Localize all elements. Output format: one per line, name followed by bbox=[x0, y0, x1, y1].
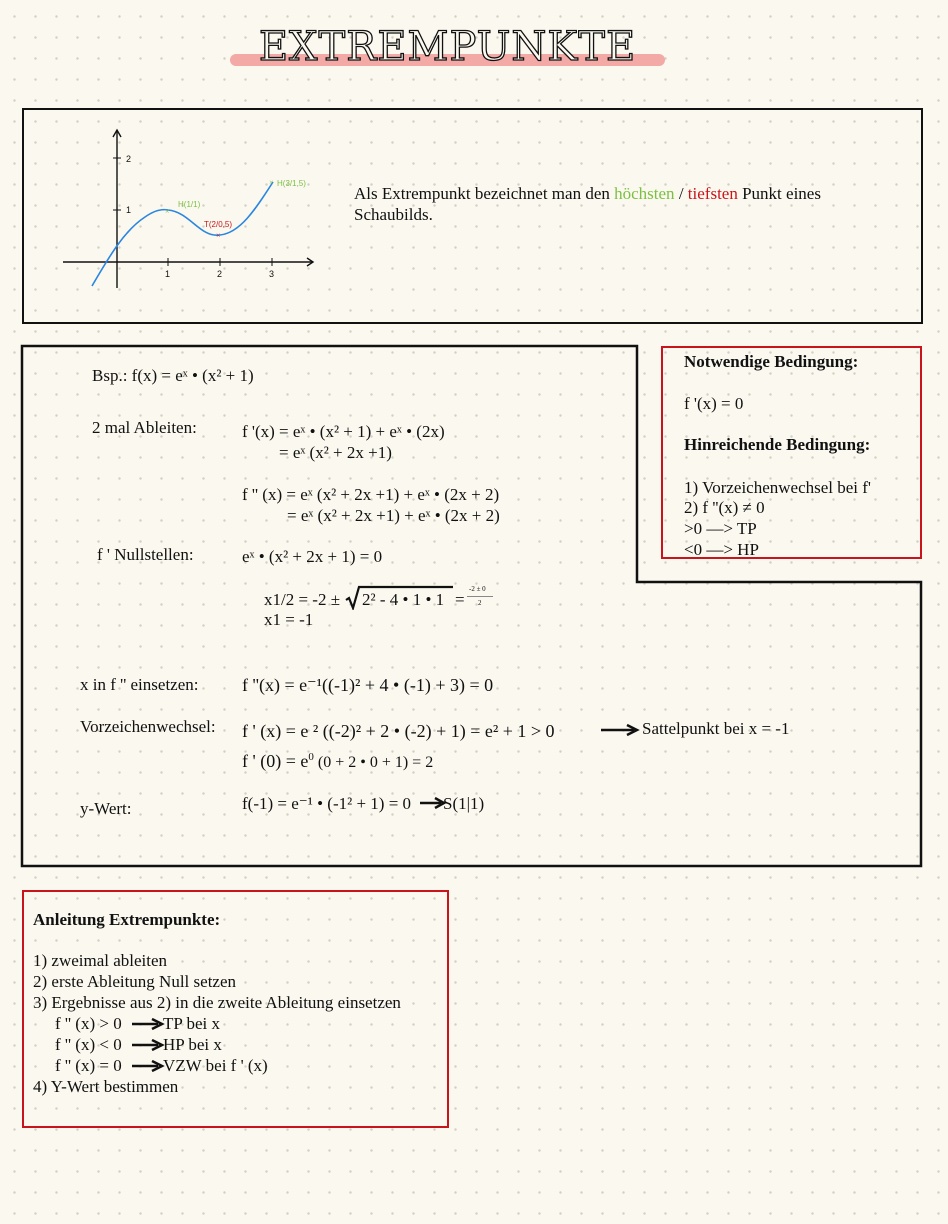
necessary-condition-title: Notwendige Bedingung: bbox=[684, 352, 859, 371]
square-root-content: 2² - 4 • 1 • 1 bbox=[362, 590, 445, 609]
end-point-label: H(3/1,5) bbox=[277, 179, 306, 188]
min-point-marker: × bbox=[216, 231, 221, 240]
definition-text-end: Punkt eines Schaubilds. bbox=[354, 184, 821, 224]
guide-sub-2-right: HP bei x bbox=[163, 1035, 222, 1054]
example-function: Bsp.: f(x) = eˣ • (x² + 1) bbox=[92, 366, 254, 385]
sign-change-equation-1: f ' (x) = e ² ((-2)² + 2 • (-2) + 1) = e² + 1 > 0 bbox=[242, 721, 555, 741]
sufficient-line-1: 1) Vorzeichenwechsel bei f' bbox=[684, 478, 871, 497]
guide-sub-1-left: f '' (x) > 0 bbox=[55, 1014, 122, 1033]
guide-step-3: 3) Ergebnisse aus 2) in die zweite Ableitung einsetzen bbox=[33, 993, 401, 1012]
definition-separator: / bbox=[674, 184, 688, 203]
insert-equation: f ''(x) = e⁻¹((-1)² + 4 • (-1) + 3) = 0 bbox=[242, 675, 494, 695]
guide-step-2: 2) erste Ableitung Null setzen bbox=[33, 972, 237, 991]
first-derivative-line-1: f '(x) = eˣ • (x² + 1) + eˣ • (2x) bbox=[242, 422, 445, 441]
sufficient-line-3: >0 —> TP bbox=[684, 519, 757, 538]
highest-word: höchsten bbox=[614, 184, 675, 203]
guide-title: Anleitung Extrempunkte: bbox=[33, 910, 221, 929]
y-value-label: y-Wert: bbox=[80, 799, 132, 818]
arrow-right-icon bbox=[131, 1060, 165, 1072]
arrow-right-icon bbox=[131, 1018, 165, 1030]
x-tick-label-2: 2 bbox=[217, 269, 223, 279]
derive-label: 2 mal Ableiten: bbox=[92, 418, 197, 437]
sufficient-line-4: <0 —> HP bbox=[684, 540, 759, 559]
fraction-denominator: 2 bbox=[478, 599, 482, 607]
x-tick-label-1: 1 bbox=[165, 269, 171, 279]
sign-change-equation-2 bbox=[242, 747, 433, 773]
arrow-right-icon bbox=[600, 723, 640, 737]
guide-sub-3-right: VZW bei f ' (x) bbox=[163, 1056, 268, 1075]
saddle-point-result: Sattelpunkt bei x = -1 bbox=[642, 719, 790, 738]
zeros-label: f ' Nullstellen: bbox=[97, 545, 194, 564]
definition-text-start: Als Extrempunkt bezeichnet man den bbox=[354, 184, 615, 203]
exponent-zero: 0 bbox=[308, 751, 314, 763]
sign-change-equation-2-start: f ' (0) = e bbox=[242, 751, 309, 771]
lowest-word: tiefsten bbox=[687, 184, 738, 203]
y-tick-label-2: 2 bbox=[126, 154, 132, 164]
x1-result: x1 = -1 bbox=[264, 610, 314, 629]
saddle-point-coordinates: S(1|1) bbox=[443, 794, 485, 813]
max-point-marker: × bbox=[165, 207, 170, 216]
first-derivative-line-2: = eˣ (x² + 2x +1) bbox=[279, 443, 392, 462]
guide-sub-3-left: f '' (x) = 0 bbox=[55, 1056, 122, 1075]
sign-change-label: Vorzeichenwechsel: bbox=[80, 717, 216, 736]
end-point-marker: × bbox=[269, 178, 274, 187]
y-value-equation: f(-1) = e⁻¹ • (-1² + 1) = 0 bbox=[242, 794, 412, 813]
sufficient-line-2: 2) f ''(x) ≠ 0 bbox=[684, 498, 765, 517]
insert-label: x in f '' einsetzen: bbox=[80, 675, 199, 694]
x-tick-label-3: 3 bbox=[269, 269, 275, 279]
sign-change-equation-2-end: (0 + 2 • 0 + 1) = 2 bbox=[313, 754, 434, 771]
second-derivative-line-2: = eˣ (x² + 2x +1) + eˣ • (2x + 2) bbox=[287, 506, 500, 525]
guide-step-4: 4) Y-Wert bestimmen bbox=[33, 1077, 179, 1096]
y-tick-label-1: 1 bbox=[126, 205, 132, 215]
guide-step-1: 1) zweimal ableiten bbox=[33, 951, 168, 970]
arrow-right-icon bbox=[131, 1039, 165, 1051]
sufficient-condition-title: Hinreichende Bedingung: bbox=[684, 435, 871, 454]
page-title: EXTREMPUNKTE bbox=[258, 24, 637, 70]
quadratic-formula-left: x1/2 = -2 ± bbox=[264, 590, 341, 609]
second-derivative-line-1: f '' (x) = eˣ (x² + 2x +1) + eˣ • (2x + 2) bbox=[242, 485, 500, 504]
necessary-condition-eq: f '(x) = 0 bbox=[684, 394, 744, 413]
max-point-label: H(1/1) bbox=[178, 200, 201, 209]
min-point-label: T(2/0,5) bbox=[204, 220, 233, 229]
zeros-equation: eˣ • (x² + 2x + 1) = 0 bbox=[242, 547, 383, 566]
quadratic-formula-equals: = bbox=[455, 590, 465, 609]
fraction-numerator: -2 ± 0 bbox=[469, 585, 486, 593]
guide-sub-1-right: TP bei x bbox=[163, 1014, 220, 1033]
fraction-bar bbox=[467, 596, 493, 597]
guide-sub-2-left: f '' (x) < 0 bbox=[55, 1035, 122, 1054]
